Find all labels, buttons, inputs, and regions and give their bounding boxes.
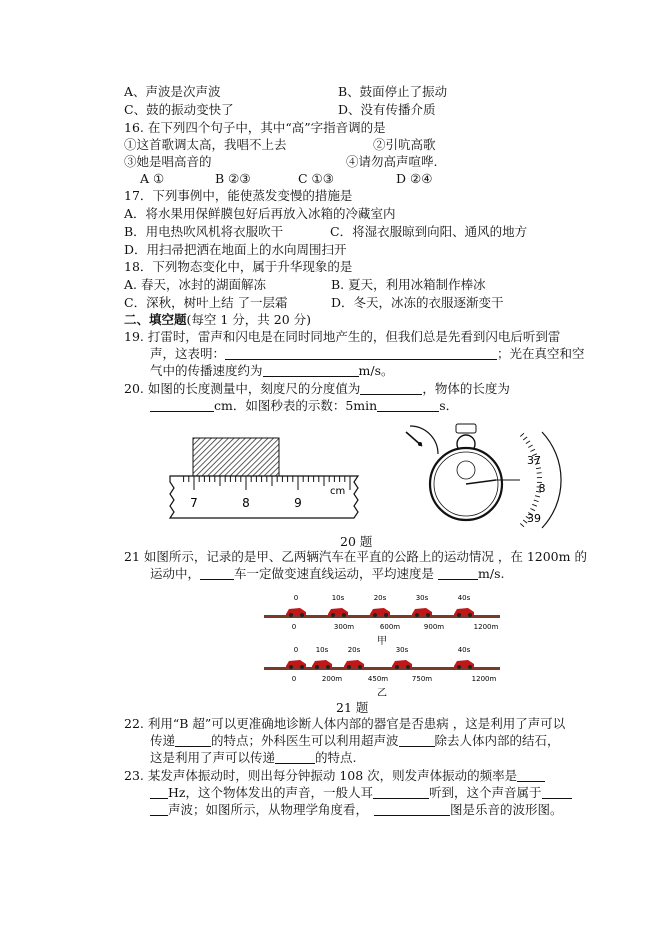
road	[264, 615, 500, 618]
q20-blank-1[interactable]	[360, 382, 422, 395]
ruler-label-9: 9	[294, 496, 302, 510]
q18-stem: 18．下列物态变化中，属于升华现象的是	[124, 259, 353, 274]
q18-option-c: C．深秋，树叶上结 了一层霜	[124, 295, 288, 310]
q22-line-1: 22. 利用“B 超”可以更准确地诊断人体内部的器官是否患病 ，这是利用了声可以	[124, 716, 566, 731]
q22-text-c: 除去人体内部的结石，	[434, 733, 560, 748]
q19-text-d: m/s。	[358, 363, 394, 378]
q21-text-a: 运动中，	[150, 566, 201, 581]
ruler-label-8: 8	[242, 496, 250, 510]
section-note: (每空 1 分，共 20 分)	[186, 312, 312, 327]
q21-line-2	[150, 566, 504, 582]
measured-block	[193, 438, 279, 476]
time-label: 10s	[315, 646, 329, 654]
jia-label: 甲	[377, 636, 387, 647]
q21-text-b: 车一定做变速直线运动，平均速度是	[234, 566, 435, 581]
q20-text-a: 20. 如图的长度测量中，刻度尺的分度值为	[124, 381, 361, 396]
q16-option-d: D ②④	[396, 171, 433, 186]
q15-option-c: C、鼓的振动变快了	[124, 102, 234, 117]
q22-blank-2[interactable]	[399, 734, 435, 747]
q23-blank-3b[interactable]	[150, 803, 168, 816]
q15-option-b: B、鼓面停止了振动	[338, 84, 448, 99]
zoom-label-8: 8	[538, 482, 546, 495]
q19-text-a: 声，这表明：	[150, 346, 226, 361]
zoom-tick	[530, 449, 534, 451]
q22-text-a: 传递	[150, 733, 176, 748]
q23-text-e: 图是乐音的波形图。	[450, 802, 563, 817]
stopwatch-figure	[392, 418, 572, 530]
q17-stem: 17．下列事例中，能使蒸发变慢的措施是	[124, 188, 353, 203]
q16-sentence-4: ④请勿高声喧哗.	[346, 154, 438, 169]
ruler-label-7: 7	[190, 496, 198, 510]
distance-label: 1200m	[473, 623, 499, 631]
q23-line-2	[150, 785, 572, 801]
zoom-label-39: 39	[527, 512, 541, 525]
zoom-tick	[526, 441, 530, 444]
section-heading	[124, 312, 311, 328]
q23-line-1	[124, 768, 545, 784]
q22-text-d: 这是利用了声可以传递	[150, 750, 276, 765]
q21-text-c: m/s.	[478, 566, 505, 581]
q20-line-1	[124, 381, 514, 397]
time-label: 20s	[373, 594, 387, 602]
zoom-tick	[530, 508, 534, 510]
q21-caption: 21 题	[336, 700, 369, 715]
distance-label: 750m	[411, 675, 433, 683]
car-motion-figure	[262, 590, 512, 696]
yi-track	[264, 646, 500, 683]
time-label: 10s	[331, 594, 345, 602]
q15-option-d: D、没有传播介质	[338, 102, 436, 117]
q23-blank-2[interactable]	[373, 786, 429, 799]
q22-line-3	[150, 750, 357, 766]
q16-sentence-2: ②引吭高歌	[373, 137, 436, 152]
distance-label: 200m	[321, 675, 343, 683]
q23-blank-1b[interactable]	[150, 786, 168, 799]
q17-option-b: B．用电热吹风机将衣服吹干	[124, 224, 284, 239]
time-label: 20s	[347, 646, 361, 654]
q22-text-e: 的特点.	[315, 750, 357, 765]
distance-label: 900m	[423, 623, 445, 631]
yi-label: 乙	[377, 688, 387, 696]
q19-line-1: 19. 打雷时，雷声和闪电是在同时同地产生的，但我们总是先看到闪电后听到雷	[124, 329, 561, 344]
jia-track	[264, 594, 500, 631]
q16-option-b: B ②③	[215, 171, 251, 186]
ruler-figure	[168, 430, 368, 520]
q22-line-2	[150, 733, 560, 749]
time-label: 40s	[457, 594, 471, 602]
q21-line-1: 21 如图所示，记录的是甲、乙两辆汽车在平直的公路上的运动情况 ，在 1200m 的	[124, 549, 587, 564]
q20-line-2	[150, 398, 458, 414]
q19-text-b: ；光在真空和空	[497, 346, 585, 361]
zoom-tick	[523, 437, 527, 440]
time-label: 0	[293, 594, 299, 602]
q22-text-b: 的特点；外科医生可以利用超声波	[211, 733, 399, 748]
ruler-unit: cm	[330, 486, 346, 497]
q21-blank-1[interactable]	[200, 567, 234, 580]
zoom-tick	[535, 496, 540, 497]
q19-line-2	[150, 346, 585, 362]
q18-option-d: D．冬天，冰冻的衣服逐渐变干	[331, 295, 504, 310]
section-title: 二、填空题	[124, 312, 187, 327]
q20-blank-3[interactable]	[377, 399, 439, 412]
q17-option-d: D．用扫帚把洒在地面上的水向周围扫开	[124, 242, 347, 257]
distance-label: 300m	[333, 623, 355, 631]
q23-blank-4[interactable]	[374, 803, 450, 816]
q21-blank-2[interactable]	[438, 567, 478, 580]
time-label: 0	[293, 646, 299, 654]
q23-blank-1a[interactable]	[517, 769, 545, 782]
distance-label: 0	[291, 675, 297, 683]
time-label: 30s	[415, 594, 429, 602]
q19-text-c: 气中的传播速度约为	[150, 363, 263, 378]
stopwatch-crown	[456, 424, 476, 433]
q15-option-a: A、声波是次声波	[124, 84, 221, 99]
zoom-tick	[532, 504, 537, 506]
q22-blank-1[interactable]	[175, 734, 211, 747]
ruler-body	[170, 476, 358, 518]
distance-label: 600m	[379, 623, 401, 631]
q23-blank-3a[interactable]	[542, 786, 572, 799]
distance-label: 450m	[367, 675, 389, 683]
q16-option-c: C ①③	[298, 171, 334, 186]
zoom-tick	[528, 445, 532, 448]
q23-line-3	[150, 802, 563, 818]
q23-text-a: 23. 某发声体振动时，则出每分钟振动 108 次，则发声体振动的频率是	[124, 768, 518, 783]
distance-label: 1200m	[471, 675, 497, 683]
time-label: 40s	[457, 646, 471, 654]
q17-option-a: A．将水果用保鲜膜包好后再放入冰箱的冷藏室内	[124, 206, 396, 221]
q22-blank-3[interactable]	[275, 751, 315, 764]
q20-text-c: cm．如图秒表的示数：5min	[214, 398, 378, 413]
q16-sentence-3: ③她是唱高音的	[124, 154, 212, 169]
q16-sentence-1: ①这首歌调太高，我唱不上去	[124, 137, 287, 152]
q23-text-c: 听到，这个声音属于	[429, 785, 542, 800]
distance-label: 0	[291, 623, 297, 631]
q23-text-d: 声波；如图所示，从物理学角度看，	[168, 802, 369, 817]
zoom-scale-arc	[542, 432, 561, 528]
q19-blank-1[interactable]	[225, 347, 497, 360]
zoom-label-37: 37	[527, 454, 541, 467]
zoom-tick	[520, 433, 524, 436]
zoom-tick	[536, 468, 541, 469]
q19-blank-2[interactable]	[263, 364, 359, 377]
q20-caption: 20 题	[340, 534, 373, 549]
q20-text-d: s．	[439, 398, 459, 413]
zoom-tick	[520, 523, 524, 526]
zoom-tick	[534, 500, 539, 502]
q18-option-b: B. 夏天，利用冰箱制作棒冰	[331, 277, 486, 292]
road	[264, 667, 500, 670]
q20-text-b: ，物体的长度为	[422, 381, 510, 396]
q18-option-a: A. 春天，冰封的湖面解冻	[124, 277, 266, 292]
q19-line-3	[150, 363, 394, 379]
q16-stem: 16. 在下列四个句子中，其中“高”字指音调的是	[124, 120, 386, 135]
q23-text-b: Hz，这个物体发出的声音，一般人耳	[168, 785, 373, 800]
zoom-tick	[537, 473, 542, 474]
q17-option-c: C．将湿衣服晾到向阳、通风的地方	[330, 224, 528, 239]
q16-option-a: A ①	[140, 171, 165, 186]
q20-blank-2[interactable]	[150, 399, 214, 412]
time-label: 30s	[395, 646, 409, 654]
